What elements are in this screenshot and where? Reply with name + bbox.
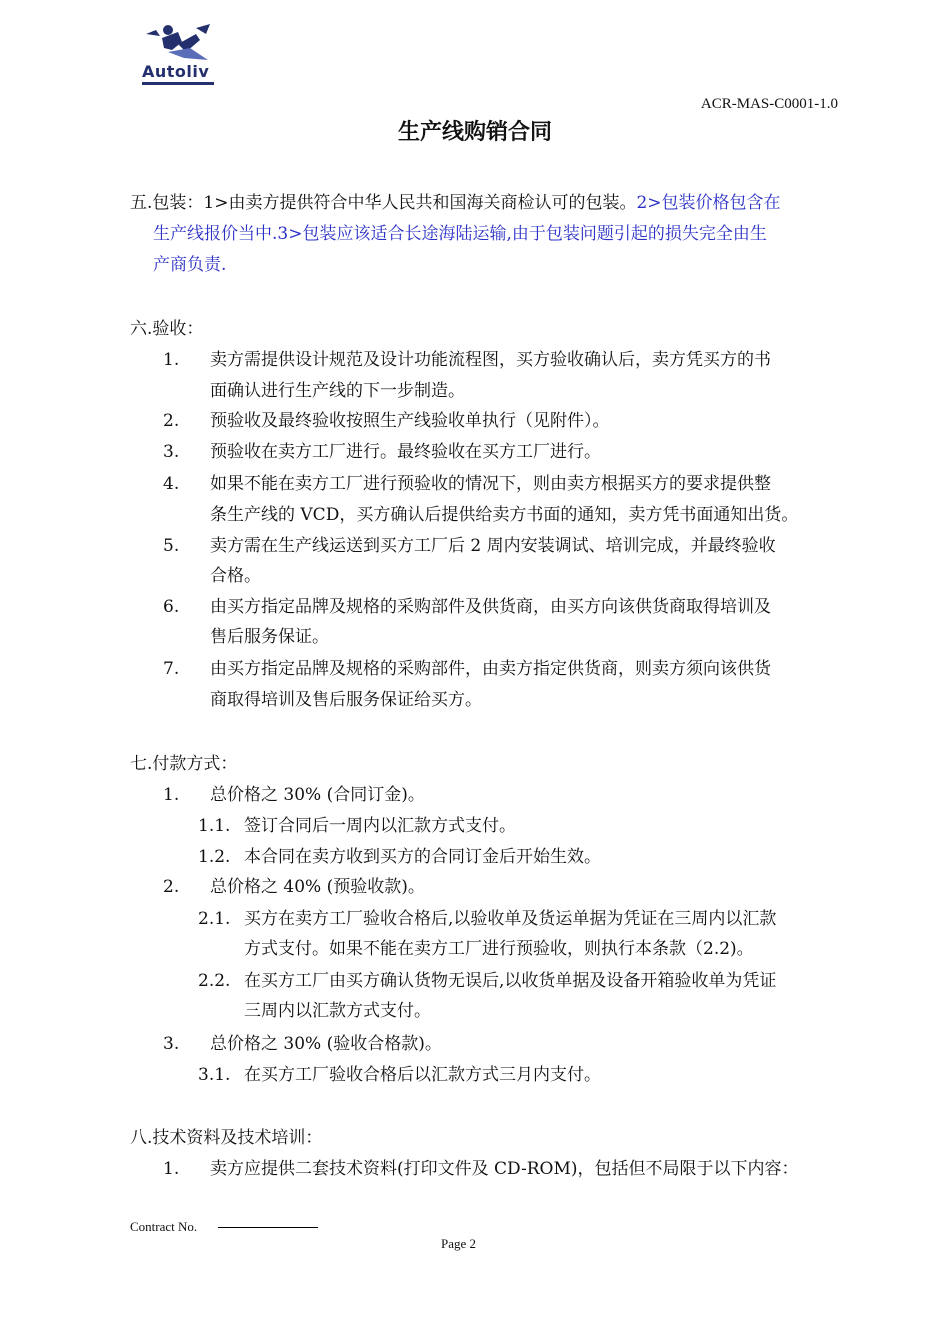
sec7-item-3-1-num: 3.1. <box>198 1065 231 1085</box>
page-title: 生产线购销合同 <box>397 119 552 145</box>
page-number: Page 2 <box>441 1236 477 1251</box>
sec7-item-2-1-line1: 买方在卖方工厂验收合格后,以验收单及货运单据为凭证在三周内以汇款 <box>244 909 777 929</box>
sec6-item-6-line2: 售后服务保证。 <box>210 627 329 647</box>
sec8-heading: 八.技术资料及技术培训： <box>130 1128 323 1148</box>
sec6-item-7-num: 7. <box>163 659 180 679</box>
sec6-item-1-line1: 卖方需提供设计规范及设计功能流程图，买方验收确认后，卖方凭买方的书 <box>210 350 771 370</box>
sec7-item-1-1-num: 1.1. <box>198 816 231 836</box>
logo-text: Autoliv <box>142 62 210 81</box>
sec7-item-3-1: 在买方工厂验收合格后以汇款方式三月内支付。 <box>244 1065 601 1085</box>
sec5-line1 <box>130 188 781 218</box>
sec7-item-1-2-num: 1.2. <box>198 847 231 867</box>
sec6-item-2-num: 2. <box>163 411 180 431</box>
sec6-item-4-line2: 条生产线的 VCD，买方确认后提供给卖方书面的通知，卖方凭书面通知出货。 <box>210 505 799 525</box>
sec6-item-7-line1: 由买方指定品牌及规格的采购部件，由卖方指定供货商，则卖方须向该供货 <box>210 659 771 679</box>
sec6-heading: 六.验收： <box>130 319 204 339</box>
sec6-item-5-line1: 卖方需在生产线运送到买方工厂后 2 周内安装调试、培训完成，并最终验收 <box>210 536 776 556</box>
sec7-item-1-num: 1. <box>163 785 180 805</box>
logo-underline <box>142 82 214 85</box>
sec7-item-1-2: 本合同在卖方收到买方的合同订金后开始生效。 <box>244 847 601 867</box>
sec7-item-2-num: 2. <box>163 877 180 897</box>
sec7-heading: 七.付款方式： <box>130 754 238 774</box>
sec6-item-1-line2: 面确认进行生产线的下一步制造。 <box>210 381 465 401</box>
sec6-item-1-num: 1. <box>163 350 180 370</box>
document-number: ACR-MAS-C0001-1.0 <box>700 96 838 112</box>
sec7-item-1: 总价格之 30% (合同订金)。 <box>210 785 425 805</box>
sec5-line1-black: 五.包装：1>由卖方提供符合中华人民共和国海关商检认可的包装。 <box>130 193 637 213</box>
sec7-item-3: 总价格之 30% (验收合格款)。 <box>210 1034 442 1054</box>
sec7-item-2-1-num: 2.1. <box>198 909 231 929</box>
sec7-item-2-1-line2: 方式支付。如果不能在卖方工厂进行预验收，则执行本条款（2.2)。 <box>244 939 754 959</box>
sec7-item-2-2-line1: 在买方工厂由买方确认货物无误后,以收货单据及设备开箱验收单为凭证 <box>244 971 777 991</box>
sec7-item-2-2-line2: 三周内以汇款方式支付。 <box>244 1001 431 1021</box>
sec6-item-3-num: 3. <box>163 442 180 462</box>
sec7-item-2-2-num: 2.2. <box>198 971 231 991</box>
sec6-item-3-line1: 预验收在卖方工厂进行。最终验收在买方工厂进行。 <box>210 442 601 462</box>
contract-number-label: Contract No. <box>130 1219 198 1234</box>
sec6-item-4-line1: 如果不能在卖方工厂进行预验收的情况下，则由卖方根据买方的要求提供整 <box>210 474 771 494</box>
sec7-item-3-num: 3. <box>163 1034 180 1054</box>
sec6-item-6-line1: 由买方指定品牌及规格的采购部件及供货商，由买方向该供货商取得培训及 <box>210 597 771 617</box>
contract-number-blank <box>218 1227 318 1228</box>
sec8-item-1: 卖方应提供二套技术资料(打印文件及 CD-ROM)，包括但不局限于以下内容： <box>210 1159 799 1179</box>
sec6-item-6-num: 6. <box>163 597 180 617</box>
sec7-item-1-1: 签订合同后一周内以汇款方式支付。 <box>244 816 516 836</box>
sec6-item-5-num: 5. <box>163 536 180 556</box>
sec5-line3: 产商负责. <box>153 255 227 275</box>
sec8-item-1-num: 1. <box>163 1159 180 1179</box>
sec6-item-7-line2: 商取得培训及售后服务保证给买方。 <box>210 690 482 710</box>
sec6-item-5-line2: 合格。 <box>210 566 261 586</box>
sec5-line2: 生产线报价当中.3>包装应该适合长途海陆运输,由于包装问题引起的损失完全由生 <box>153 224 767 244</box>
sec7-item-2: 总价格之 40% (预验收款)。 <box>210 877 425 897</box>
sec6-item-4-num: 4. <box>163 474 180 494</box>
sec5-line1-blue: 2>包装价格包含在 <box>636 193 781 213</box>
sec6-item-2-line1: 预验收及最终验收按照生产线验收单执行（见附件）。 <box>210 411 610 431</box>
